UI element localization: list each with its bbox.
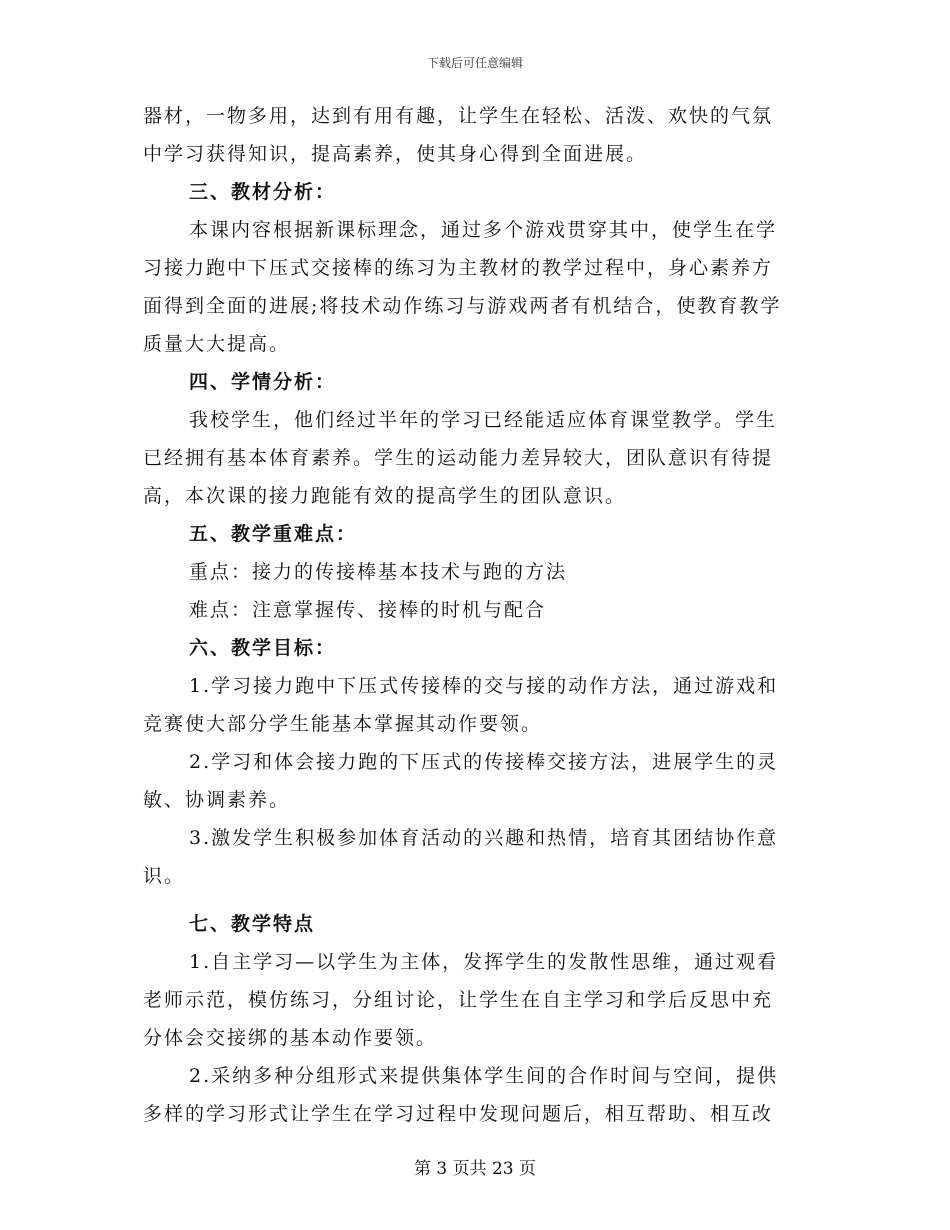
paragraph-student-analysis: 我校学生，他们经过半年的学习已经能适应体育课堂教学。学生 已经拥有基本体育素养。学生的运动能力差异较大，团队意识有待提 高，本次课的接力跑能有效的提高学生的团队意识。 [143, 409, 778, 507]
heading-key-difficulties: 五、教学重难点： [189, 523, 358, 545]
document-body [143, 97, 807, 1133]
page-header: 下载后可任意编辑 [426, 56, 523, 70]
goal-item-3: 3.激发学生积极参加体育活动的兴趣和热情，培育其团结协作意 识。 [143, 827, 779, 887]
heading-teaching-features: 七、教学特点 [189, 913, 316, 935]
paragraph-materials: 器材，一物多用，达到有用有趣，让学生在轻松、活泼、欢快的气氛 中学习获得知识，提高素养，使其身心得到全面进展。 [143, 105, 774, 165]
heading-student-analysis: 四、学情分析： [189, 371, 337, 393]
goal-item-2: 2.学习和体会接力跑的下压式的传接棒交接方法，进展学生的灵 敏、协调素养。 [143, 751, 779, 811]
paragraph-key-point: 重点：接力的传接棒基本技术与跑的方法 [189, 561, 568, 583]
feature-item-1: 1.自主学习—以学生为主体，发挥学生的发散性思维，通过观看 老师示范，模仿练习，分组讨论，让学生在自主学习和学后反思中充 分体会交接绑的基本动作要领。 [143, 951, 779, 1049]
heading-teaching-goals: 六、教学目标： [189, 637, 337, 659]
page-footer: 第 3 页共 23 页 [413, 1159, 537, 1179]
feature-item-2: 2.采纳多种分组形式来提供集体学生间的合作时间与空间，提供 多样的学习形式让学生在学习过程中发现问题后，相互帮助、相互改 [143, 1065, 779, 1125]
goal-item-1: 1.学习接力跑中下压式传接棒的交与接的动作方法，通过游戏和 竞赛使大部分学生能基本掌握其动作要领。 [143, 675, 779, 735]
paragraph-textbook-analysis: 本课内容根据新课标理念，通过多个游戏贯穿其中，使学生在学 习接力跑中下压式交接棒的练习为主教材的教学过程中，身心素养方 面得到全面的进展;将技术动作练习与游戏两者有机结合，使教育教学 质量大大提高。 [143, 219, 782, 355]
heading-textbook-analysis: 三、教材分析： [189, 181, 337, 203]
paragraph-difficulty: 难点：注意掌握传、接棒的时机与配合 [189, 599, 547, 621]
